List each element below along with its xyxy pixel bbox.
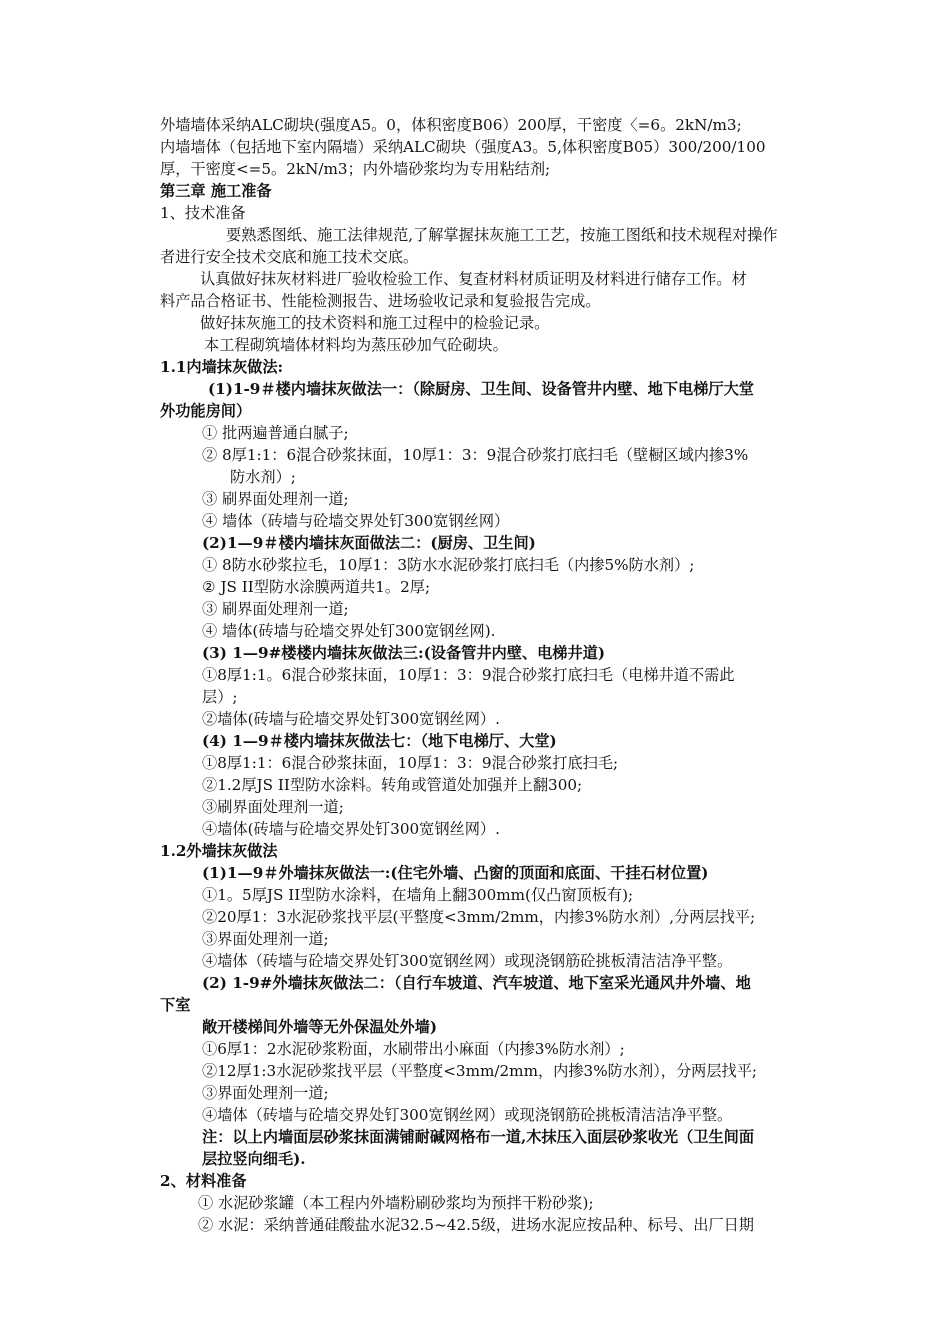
list-item: ①6厚1：2水泥砂浆粉面，水刷带出小麻面（内掺3%防水剂）; [202, 1040, 625, 1058]
document-body [160, 114, 908, 1236]
list-item: ④墙体(砖墙与砼墙交界处钉300宽钢丝网）. [202, 820, 500, 838]
method-heading: 外功能房间） [160, 402, 252, 420]
method-heading: (2) 1-9#外墙抹灰做法二：（自行车坡道、汽车坡道、地下室采光通风井外墙、地 [202, 974, 751, 992]
note-text: 注：以上内墙面层砂浆抹面满铺耐碱网格布一道,木抹压入面层砂浆收光（卫生间面 [202, 1128, 755, 1146]
list-item: ③ 刷界面处理剂一道; [202, 600, 349, 618]
method-heading: (3) 1—9#楼楼内墙抹灰做法三:(设备管井内壁、电梯井道) [202, 644, 606, 662]
list-item: ④墙体（砖墙与砼墙交界处钉300宽钢丝网）或现浇钢筋砼挑板清洁洁净平整。 [202, 952, 733, 970]
list-item: ②墙体(砖墙与砼墙交界处钉300宽钢丝网）. [202, 710, 500, 728]
method-heading: 敞开楼梯间外墙等无外保温处外墙) [202, 1018, 437, 1036]
list-item: ③界面处理剂一道; [202, 930, 329, 948]
method-heading: (1)1-9＃楼内墙抹灰做法一：（除厨房、卫生间、设备管井内壁、地下电梯厅大堂 [208, 380, 754, 398]
text-line: 料产品合格证书、性能检测报告、进场验收记录和复验报告完成。 [160, 292, 601, 310]
text-line: 者进行安全技术交底和施工技术交底。 [160, 248, 419, 266]
chapter-heading: 第三章 施工准备 [160, 182, 272, 200]
list-item: ① 批两遍普通白腻子; [202, 424, 349, 442]
text-line: 认真做好抹灰材料进厂验收检验工作、复查材料材质证明及材料进行储存工作。材 [200, 270, 747, 288]
list-item: ② JS II型防水涂膜两道共1。2厚; [202, 578, 431, 596]
section-heading: 2、材料准备 [160, 1172, 247, 1190]
list-item: 层）; [202, 688, 238, 706]
list-item: ④墙体（砖墙与砼墙交界处钉300宽钢丝网）或现浇钢筋砼挑板清洁洁净平整。 [202, 1106, 733, 1124]
text-line: 要熟悉图纸、施工法律规范,了解掌握抹灰施工工艺，按施工图纸和技术规程对操作 [226, 226, 778, 244]
text-line: 厚，干密度<=5。2kN/m3；内外墙砂浆均为专用粘结剂; [160, 160, 551, 178]
list-item: ②20厚1：3水泥砂浆找平层(平整度<3mm/2mm，内掺3%防水剂）,分两层找平; [202, 908, 756, 926]
list-item: ②12厚1:3水泥砂浆找平层（平整度<3mm/2mm，内掺3%防水剂），分两层找平; [202, 1062, 758, 1080]
method-heading: (2)1—9＃楼内墙抹灰面做法二：(厨房、卫生间) [202, 534, 536, 552]
method-heading: (4) 1—9＃楼内墙抹灰做法七：（地下电梯厅、大堂) [202, 732, 557, 750]
list-item: ④ 墙体（砖墙与砼墙交界处钉300宽钢丝网） [202, 512, 510, 530]
list-item: ④ 墙体(砖墙与砼墙交界处钉300宽钢丝网). [202, 622, 496, 640]
subsection-heading: 1.2外墙抹灰做法 [160, 842, 278, 860]
list-item: ③ 刷界面处理剂一道; [202, 490, 349, 508]
list-item: ③刷界面处理剂一道; [202, 798, 344, 816]
text-line: 外墙墙体采纳ALC砌块(强度A5。0，体积密度B06）200厚，干密度〈=6。2kN/m3; [160, 116, 742, 134]
list-item: ① 8防水砂浆拉毛，10厚1：3防水水泥砂浆打底扫毛（内掺5%防水剂）; [202, 556, 695, 574]
list-item: 防水剂）; [230, 468, 296, 486]
list-item: ② 8厚1:1：6混合砂浆抹面，10厚1：3：9混合砂浆打底扫毛（壁橱区域内掺3% [202, 446, 749, 464]
list-item: ③界面处理剂一道; [202, 1084, 329, 1102]
list-item: ①1。5厚JS II型防水涂料，在墙角上翻300mm(仅凸窗顶板有); [202, 886, 634, 904]
method-heading: (1)1—9＃外墙抹灰做法一:(住宅外墙、凸窗的顶面和底面、干挂石材位置) [202, 864, 709, 882]
method-heading: 下室 [160, 996, 191, 1014]
text-line: 本工程砌筑墙体材料均为蒸压砂加气砼砌块。 [204, 336, 508, 354]
list-item: ② 水泥：采纳普通硅酸盐水泥32.5~42.5级，进场水泥应按品种、标号、出厂日期 [198, 1216, 754, 1234]
list-item: ①8厚1:1：6混合砂浆抹面，10厚1：3：9混合砂浆打底扫毛; [202, 754, 619, 772]
list-item: ① 水泥砂浆罐（本工程内外墙粉刷砂浆均为预拌干粉砂浆); [198, 1194, 594, 1212]
subsection-heading: 1.1内墙抹灰做法: [160, 358, 284, 376]
text-line: 做好抹灰施工的技术资料和施工过程中的检验记录。 [200, 314, 550, 332]
note-text: 层拉竖向细毛). [202, 1150, 306, 1168]
section-heading: 1、技术准备 [160, 204, 246, 222]
list-item: ②1.2厚JS II型防水涂料。转角或管道处加强并上翻300; [202, 776, 583, 794]
list-item: ①8厚1:1。6混合砂浆抹面，10厚1：3：9混合砂浆打底扫毛（电梯井道不需此 [202, 666, 735, 684]
text-line: 内墙墙体（包括地下室内隔墙）采纳ALC砌块（强度A3。5,体积密度B05）300/200/100 [160, 138, 766, 156]
